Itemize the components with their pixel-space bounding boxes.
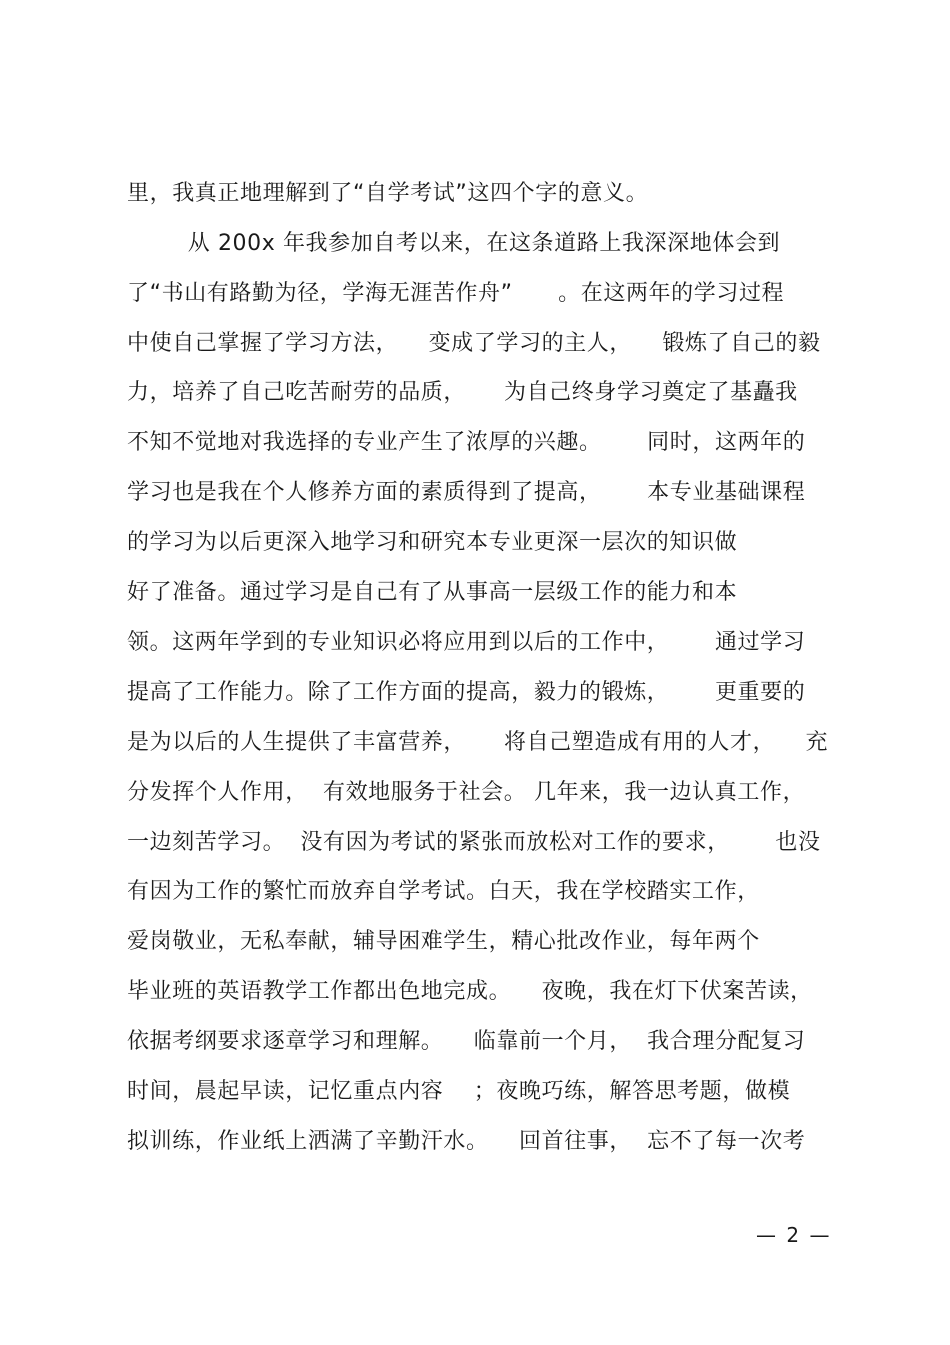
text-line: 学习也是我在个人修养方面的素质得到了提高， 本专业基础课程 (127, 480, 806, 505)
text-line: 不知不觉地对我选择的专业产生了浓厚的兴趣。 同时，这两年的 (127, 430, 806, 455)
text-line: 里，我真正地理解到了“自学考试”这四个字的意义。 (127, 181, 649, 206)
text-line: 一边刻苦学习。 没有因为考试的紧张而放松对工作的要求， 也没 (127, 830, 821, 855)
text-line: 提高了工作能力。除了工作方面的提高，毅力的锻炼， 更重要的 (127, 680, 806, 705)
text-line: 了“书山有路勤为径，学海无涯苦作舟” 。在这两年的学习过程 (127, 281, 785, 306)
text-line: 拟训练，作业纸上洒满了辛勤汗水。 回首往事， 忘不了每一次考 (127, 1129, 806, 1154)
page-number: — 2 — (756, 1223, 832, 1247)
text-line: 的学习为以后更深入地学习和研究本专业更深一层次的知识做 (127, 530, 738, 555)
text-line: 力，培养了自己吃苦耐劳的品质， 为自己终身学习奠定了基矗我 (127, 380, 798, 405)
text-line: 有因为工作的繁忙而放弃自学考试。白天，我在学校踏实工作， (127, 879, 760, 904)
text-line: 是为以后的人生提供了丰富营养， 将自己塑造成有用的人才， 充 (127, 730, 829, 755)
text-line: 依据考纲要求逐章学习和理解。 临靠前一个月， 我合理分配复习 (127, 1029, 806, 1054)
text-line: 毕业班的英语教学工作都出色地完成。 夜晚，我在灯下伏案苦读， (127, 979, 813, 1004)
text-line: 爱岗敬业，无私奉献，辅导困难学生，精心批改作业，每年两个 (127, 929, 760, 954)
text-line: 时间，晨起早读，记忆重点内容 ；夜晚巧练，解答思考题，做模 (127, 1079, 791, 1104)
text-line: 中使自己掌握了学习方法， 变成了学习的主人， 锻炼了自己的毅 (127, 331, 821, 356)
text-line: 从 200x 年我参加自考以来，在这条道路上我深深地体会到 (127, 231, 781, 256)
text-line: 领。这两年学到的专业知识必将应用到以后的工作中， 通过学习 (127, 630, 806, 655)
text-line: 好了准备。通过学习是自己有了从事高一层级工作的能力和本 (127, 580, 738, 605)
text-line: 分发挥个人作用， 有效地服务于社会。 几年来，我一边认真工作， (127, 780, 806, 805)
